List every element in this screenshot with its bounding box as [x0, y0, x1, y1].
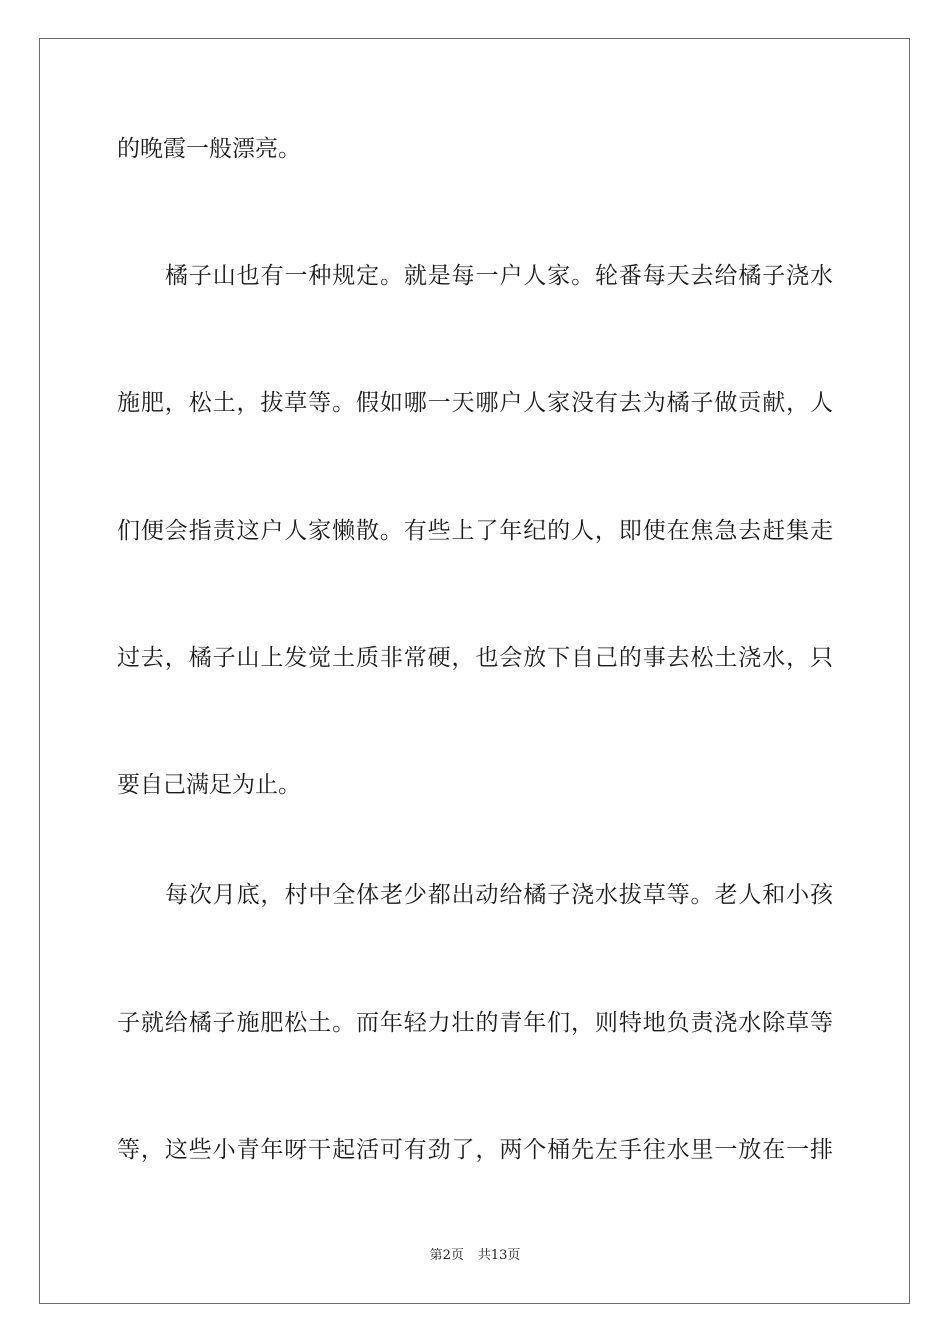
paragraph-first-line: 橘子山也有一种规定。就是每一户人家。轮番每天去给橘子浇水 [165, 263, 833, 289]
text-line: 的晚霞一般漂亮。 [117, 136, 301, 162]
page-total: 共13页 [477, 1248, 521, 1263]
text-line: 等，这些小青年呀干起活可有劲了，两个桶先左手往水里一放在一排 [117, 1137, 833, 1163]
paragraph-first-line: 每次月底，村中全体老少都出动给橘子浇水拔草等。老人和小孩 [165, 882, 833, 908]
text-line: 子就给橘子施肥松土。而年轻力壮的青年们，则特地负责浇水除草等 [117, 1010, 833, 1036]
text-line: 要自己满足为止。 [117, 772, 301, 798]
text-line: 施肥，松土，拔草等。假如哪一天哪户人家没有去为橘子做贡献，人 [117, 390, 833, 416]
page-footer [0, 1247, 950, 1265]
page-number: 第2页 [429, 1248, 464, 1263]
text-line: 过去，橘子山上发觉土质非常硬，也会放下自己的事去松土浇水，只 [117, 645, 833, 671]
text-line: 们便会指责这户人家懒散。有些上了年纪的人，即使在焦急去赶集走 [117, 518, 833, 544]
